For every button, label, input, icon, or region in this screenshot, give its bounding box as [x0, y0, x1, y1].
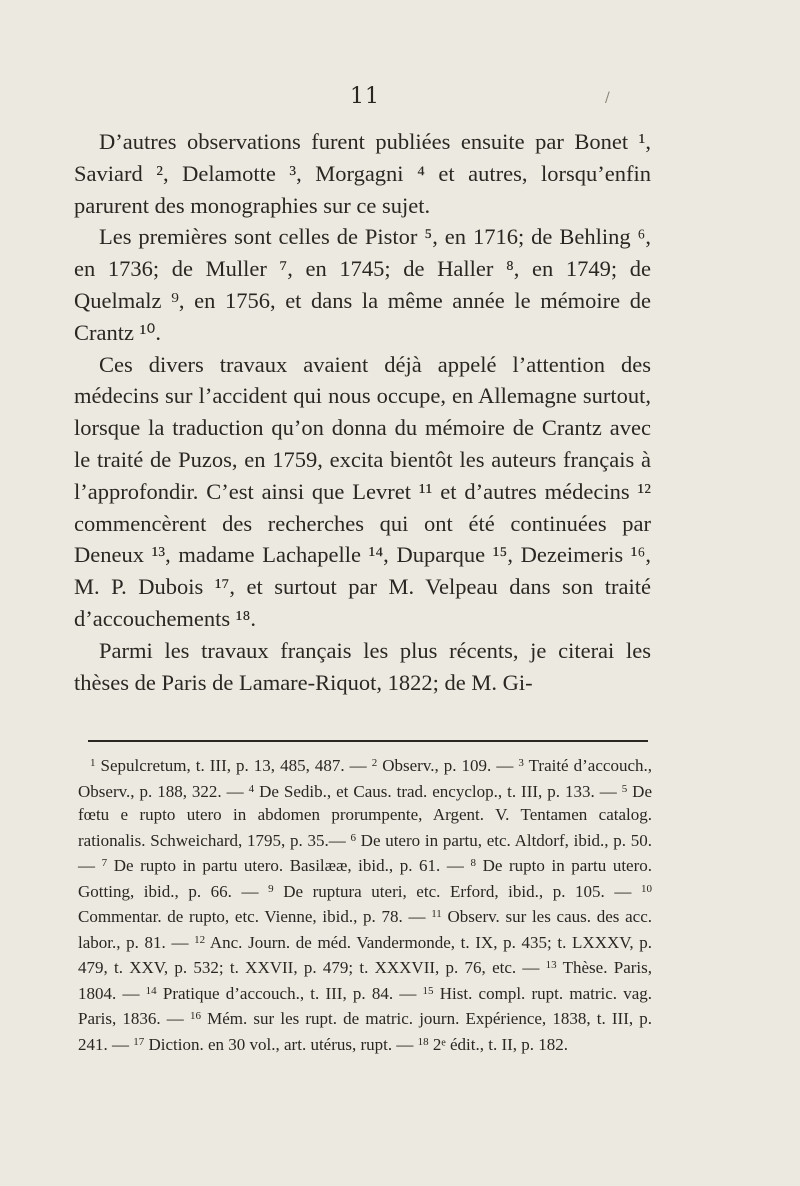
- footnote-text: De rupto in partu utero. Basilææ, ibid., p. 61. —: [107, 856, 471, 875]
- paragraph-2: Les premières sont celles de Pistor ⁵, en 1716; de Behling ⁶, en 1736; de Muller ⁷, en 1745; de Haller ⁸, en 1749; de Quelmalz ⁹, en 1756, et dans la même année le mémoire de Crantz ¹⁰.: [74, 224, 651, 345]
- main-text: [74, 126, 651, 698]
- footnote-text: Mém. sur les rupt. de matric. journ. Expérience, 1838, t. III, p. 241. —: [78, 1009, 653, 1054]
- footnote-text: De rupto in partu utero. Gotting, ibid., p. 66. —: [78, 856, 652, 901]
- paragraph-3: Ces divers travaux avaient déjà appelé l’attention des médecins sur l’accident qui nous occupe, en Allemagne surtout, lorsque la traduction qu’on donna du mémoire de Crantz avec le traité de Puzos, en 1759, excita bientôt les auteurs français à l’approfondir. C’est ainsi que Levret ¹¹ et d’autres médecins ¹² commencèrent des recherches qui ont été continuées par Deneux ¹³, madame Lachapelle ¹⁴, Duparque ¹⁵, Dezeimeris ¹⁶, M. P. Dubois ¹⁷, et surtout par M. Velpeau dans son traité d’accouchements ¹⁸.: [74, 351, 651, 631]
- footnote-text: Sepulcretum, t. III, p. 13, 485, 487. —: [95, 756, 372, 775]
- footnote-number: 7: [101, 857, 108, 869]
- footnote-text: Hist. compl. rupt. matric. vag. Paris, 1836. —: [78, 983, 653, 1028]
- footnote-number: 1: [90, 757, 96, 769]
- footnote-number: 14: [145, 984, 157, 997]
- footnote-number: 8: [470, 857, 476, 869]
- footnote-text: Observ. sur les caus. des acc. labor., p. 81. —: [78, 907, 652, 952]
- footnote-number: 12: [194, 933, 206, 946]
- page-mark: /: [605, 90, 610, 106]
- footnote-number: 10: [640, 882, 652, 895]
- footnote-text: Anc. Journ. de méd. Vandermonde, t. IX, p. 435; t. LXXXV, p. 479, t. XXV, p. 532; t. XXVII, p. 479; t. XXXVII, p. 76, etc. —: [78, 932, 652, 977]
- footnote-number: 4: [248, 782, 255, 795]
- footnote-text: Pratique d’accouch., t. III, p. 84. —: [156, 983, 423, 1003]
- footnote-text: Traité d’accouch., Observ., p. 188, 322. —: [78, 756, 652, 801]
- footnote-text: De Sedib., et Caus. trad. encyclop., t. III, p. 133. —: [254, 781, 622, 801]
- footnote-number: 17: [133, 1035, 145, 1048]
- footnote-text: Diction. en 30 vol., art. utérus, rupt. —: [144, 1034, 418, 1054]
- footnote-number: 6: [350, 831, 356, 844]
- footnote-text: De fœtu e rupto utero in abdomen prorumpente, Argent. V. Tentamen catalog. rationalis. Schweichard, 1795, p. 35.—: [78, 781, 653, 850]
- footnote-number: 13: [545, 959, 557, 971]
- footnote-number: 5: [621, 782, 628, 795]
- footnote-number: 11: [431, 908, 442, 920]
- footnotes: [78, 752, 652, 1056]
- footnote-number: 16: [189, 1010, 201, 1022]
- paragraph-4: Parmi les travaux français les plus récents, je citerai les thèses de Paris de Lamare-Riquot, 1822; de M. Gi-: [74, 637, 651, 695]
- footnote-divider: [88, 740, 648, 742]
- page-number: 11: [350, 84, 380, 109]
- footnote-text: Commentar. de rupto, etc. Vienne, ibid., p. 78. —: [78, 907, 432, 926]
- footnote-text: Observ., p. 109. —: [377, 756, 519, 775]
- footnote-number: 18: [417, 1035, 429, 1048]
- paragraph-1: D’autres observations furent publiées ensuite par Bonet ¹, Saviard ², Delamotte ³, Morgagni ⁴ et autres, lorsqu’enfin parurent des monographies sur ce sujet.: [74, 129, 651, 218]
- footnote-text: De ruptura uteri, etc. Erford, ibid., p. 105. —: [273, 881, 641, 901]
- footnote-text: 2ᵉ édit., t. II, p. 182.: [428, 1034, 569, 1054]
- footnote-number: 9: [268, 882, 274, 895]
- footnote-text: De utero in partu, etc. Altdorf, ibid., p. 50. —: [78, 830, 652, 875]
- footnote-number: 2: [371, 757, 378, 769]
- footnotes-block: [78, 752, 652, 1056]
- footnote-number: 15: [422, 984, 434, 997]
- footnote-number: 3: [518, 757, 524, 769]
- footnote-text: Thèse. Paris, 1804. —: [78, 958, 652, 1003]
